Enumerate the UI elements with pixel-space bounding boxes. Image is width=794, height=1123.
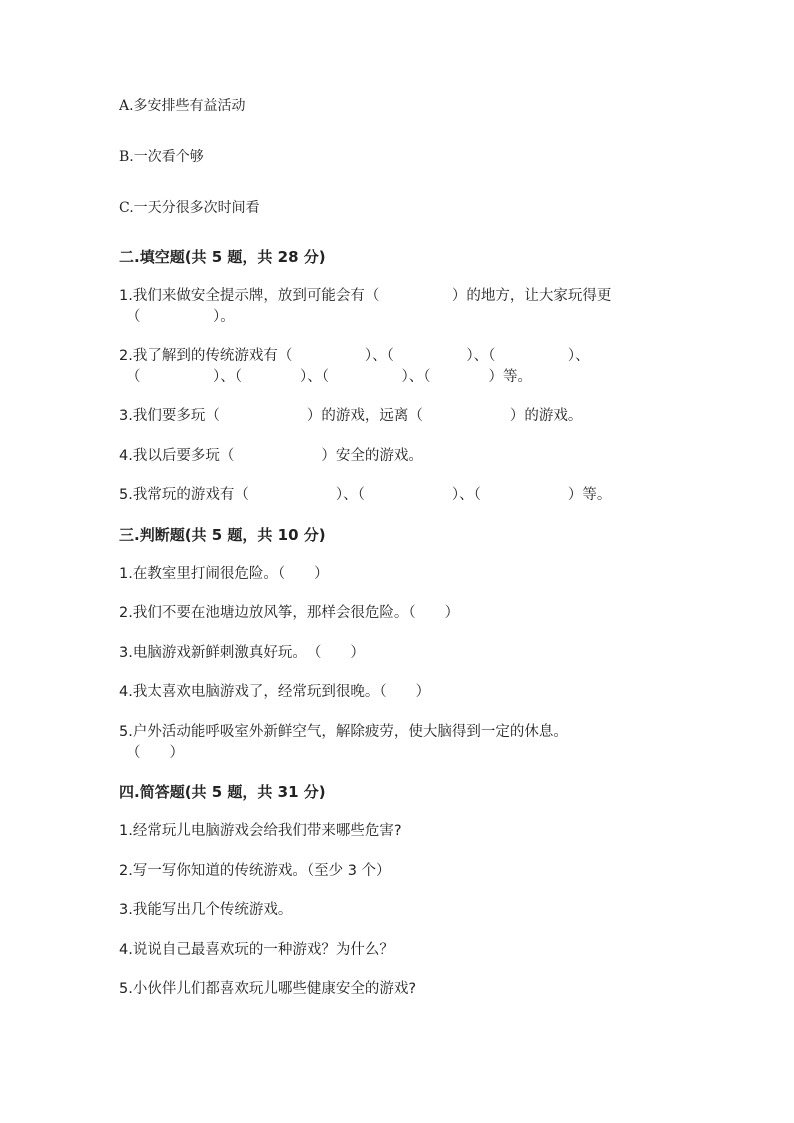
judge-question-4: 4.我太喜欢电脑游戏了，经常玩到很晚。（ ） xyxy=(119,684,431,700)
judge-question-5: 5.户外活动能呼吸室外新鲜空气，解除疲劳，使大脑得到一定的休息。 xyxy=(119,724,568,740)
option-a: A.多安排些有益活动 xyxy=(119,98,246,114)
short-question-2: 2.写一写你知道的传统游戏。（至少 3 个） xyxy=(119,863,391,879)
judge-question-3: 3.电脑游戏新鲜刺激真好玩。 （ ） xyxy=(119,645,365,661)
short-question-4: 4.说说自己最喜欢玩的一种游戏？为什么？ xyxy=(119,942,394,958)
short-question-3: 3.我能写出几个传统游戏。 xyxy=(119,902,293,918)
option-b: B.一次看个够 xyxy=(119,149,204,165)
section-heading-short-answer: 四.简答题(共 5 题，共 31 分) xyxy=(119,783,326,801)
judge-question-5-cont: （ ） xyxy=(126,745,184,761)
fill-question-4: 4.我以后要多玩（ ）安全的游戏。 xyxy=(119,448,423,464)
judge-question-1: 1.在教室里打闹很危险。（ ） xyxy=(119,566,329,582)
fill-question-2: 2.我了解到的传统游戏有（ ）、（ ）、（ ）、 xyxy=(119,348,590,364)
section-heading-fill-blank: 二.填空题(共 5 题，共 28 分) xyxy=(119,248,326,266)
judge-question-2: 2.我们不要在池塘边放风筝，那样会很危险。（ ） xyxy=(119,605,460,621)
fill-question-1-cont: （ ）。 xyxy=(126,309,235,325)
option-c: C.一天分很多次时间看 xyxy=(119,200,260,216)
fill-question-2-cont: （ ）、（ ）、（ ）、（ ）等。 xyxy=(126,369,532,385)
short-question-5: 5.小伙伴儿们都喜欢玩儿哪些健康安全的游戏? xyxy=(119,981,417,997)
fill-question-1: 1.我们来做安全提示牌，放到可能会有（ ）的地方，让大家玩得更 xyxy=(119,288,612,304)
section-heading-true-false: 三.判断题(共 5 题，共 10 分) xyxy=(119,526,326,544)
fill-question-5: 5.我常玩的游戏有（ ）、（ ）、（ ）等。 xyxy=(119,487,612,503)
short-question-1: 1.经常玩儿电脑游戏会给我们带来哪些危害? xyxy=(119,823,402,839)
fill-question-3: 3.我们要多玩（ ）的游戏，远离（ ）的游戏。 xyxy=(119,408,583,424)
